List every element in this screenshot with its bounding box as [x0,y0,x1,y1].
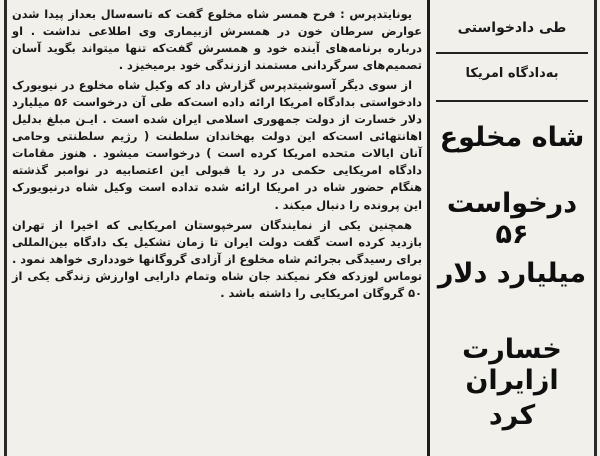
column-rule-left [4,0,7,456]
headline-subkicker: به‌دادگاه امریکا [465,66,559,81]
headline-divider [436,100,588,102]
headline-column [430,0,594,456]
article-paragraph: از سوی دیگر آسوشیتدپرس گزارش داد که وکیل شاه مخلوع در نیویورک دادخواستی بدادگاه امریکا ارائه داده است‌که طی آن درخواست ۵۶ میلیارد دلار خسارت از دولت جمهوری اسلامی ایران شده است . ایـن مبلغ بدلیل اهانتهائی است‌که این دولت بهخاندان سلطنت ( رژیم سلطنتی وحامی آنان ایالات متحده امریکا کرده است ) درخواست میشود . هنوز مقامات دادگاه امریکایی حکمی در رد یا قبولی این اعتصابیه در نوامبر گذشته هنگام حضور شاه در امریکا ارائه شده تداده است وکیل شاه درنیویورک این پرونده را دنبال میکند . [12,78,422,212]
headline-line-4: خسارت ازایران [462,334,562,396]
headline-divider [436,52,588,54]
article-body [12,6,422,452]
article-paragraph: همچنین یکی از نمایندگان سرخپوستان امریکایی که اخیرا از تهران بازدید کرده است گفت دولت ایران تا زمان تشکیل یک دادگاه بین‌المللی برای رسیدگی بجرائم شاه مخلوع از آزادی گروگانها خودداری خواهد نمود . توماس لوزدکه فکر نمیکند جان شاه وتمام دارایی اوارزش زندگی یکی از ۵۰ گروگان امریکایی را داشته باشد . [12,217,422,300]
column-rule-right [594,0,597,456]
headline-line-2: درخواست ۵۶ [446,188,578,250]
headline-line-1: شاه مخلوع [439,122,585,153]
article-paragraph: یونایتدپرس : فرح همسر شاه مخلوع گفت که تاسه‌سال بعداز پیدا شدن عوارض سرطان خون در همسرش ازبیماری وی اطلاعی نداشت . او درباره برنامه‌های آینده خود و همسرش گفت‌که تنها میتواند بگوید آسان تصمیم‌های سرگردانی مستمند اززندگی خود برمیخیزد . [12,7,422,73]
headline-kicker: طی دادخواستی [457,20,567,36]
headline-line-5: کرد [488,400,536,431]
headline-line-3: میلیارد دلار [437,258,587,289]
